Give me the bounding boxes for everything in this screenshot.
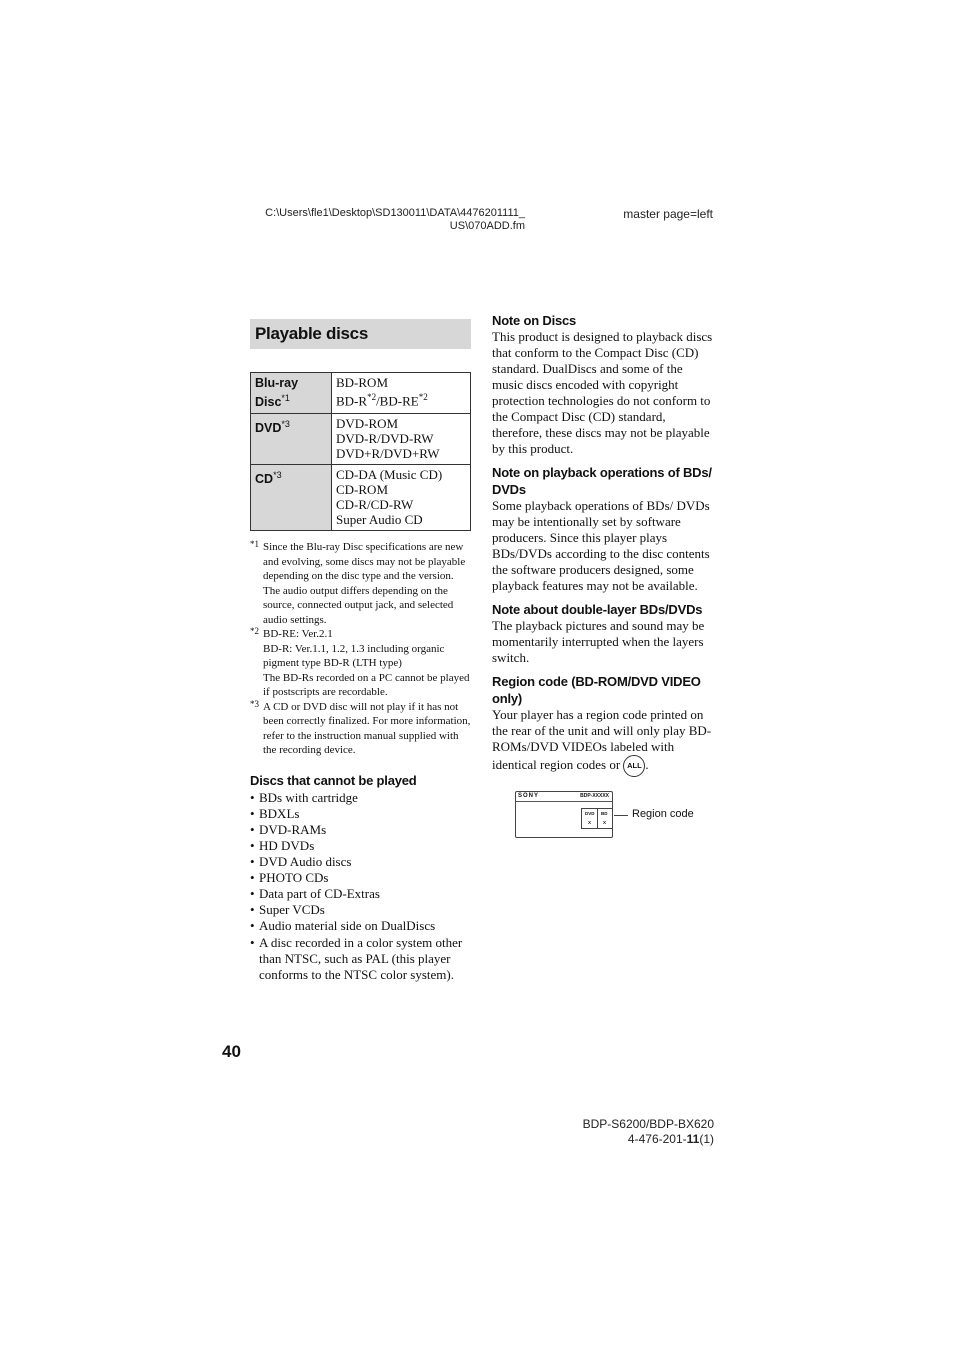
disc-formats-cell [332, 465, 471, 531]
playable-discs-table [250, 372, 471, 531]
section-title: Playable discs [250, 319, 471, 349]
list-item: • PHOTO CDs [250, 870, 471, 886]
disc-formats-cell [332, 414, 471, 465]
list-item: • BDs with cartridge [250, 790, 471, 806]
disc-format: CD-DA (Music CD) [336, 467, 443, 483]
bd-code-label: BD [601, 811, 608, 816]
cannot-play-heading: Discs that cannot be played [250, 772, 417, 788]
bd-code-value: X [603, 820, 607, 825]
footer [550, 1117, 714, 1147]
list-item: • DVD-RAMs [250, 822, 471, 838]
right-column [492, 312, 716, 843]
footnote-text: The audio output differs depending on the source, connected output jack, and selected audio settings. [263, 584, 454, 626]
footnote-mark: *2 [367, 392, 377, 402]
disc-format: $BD-R^{*2}/BD-RE^{*2}$ [336, 392, 428, 409]
footnote [250, 540, 471, 627]
list-item: • Super VCDs [250, 902, 471, 918]
document-code: 4-476-201-11(1) [627, 1132, 714, 1146]
left-column [250, 319, 471, 983]
disc-kind-cell [251, 373, 332, 414]
disc-format: Super Audio CD [336, 512, 423, 528]
footnote-text: The BD-Rs recorded on a PC cannot be played if postscripts are recordable. [263, 671, 470, 699]
disc-format: DVD+R/DVD+RW [336, 446, 440, 462]
table-row [251, 465, 471, 531]
player-rear-panel [515, 791, 613, 838]
dvd-code-value: X [588, 820, 592, 825]
region-code-box [581, 808, 613, 829]
footnote-text: Since the Blu-ray Disc specifications are new and evolving, some discs may not be playable depending on the disc type and the version. [263, 541, 466, 583]
footnote-mark: *2 [418, 392, 428, 402]
region-body: Your player has a region code printed on the rear of the unit and will only play BD-ROMs/DVD VIDEOs labeled with identical region codes or ALL . [492, 707, 716, 777]
disc-kind-cell [251, 465, 332, 531]
footnotes [250, 540, 471, 758]
region-heading: Region code (BD-ROM/DVD VIDEO only) [492, 674, 701, 706]
footnote-mark: *3 [273, 470, 282, 481]
model-line: BDP-S6200/BDP-BX620 [582, 1117, 714, 1131]
list-item: • BDXLs [250, 806, 471, 822]
note-body: This product is designed to playback discs that conform to the Compact Disc (CD) standard. DualDiscs and some of the music discs encoded with copyright protection technologies do not conform to the Compact Disc (CD) standard, therefore, these discs may not be playable by this product. [492, 329, 713, 456]
table-row [251, 373, 471, 414]
disc-format: DVD-R/DVD-RW [336, 431, 434, 447]
panel-divider [516, 801, 612, 802]
footnote-mark: *3 [281, 419, 290, 430]
model-label: BDP-XXXXX [580, 793, 609, 799]
file-path-line-1: C:\Users\fle1\Desktop\SD130011\DATA\4476201111_ [265, 207, 525, 219]
footnote-mark: *2 [250, 626, 259, 637]
note-body: The playback pictures and sound may be momentarily interrupted when the layers switch. [492, 618, 705, 665]
disc-format: BD-ROM [336, 375, 389, 390]
list-item: • Data part of CD-Extras [250, 886, 471, 902]
footnote-text: A CD or DVD disc will not play if it has not been correctly finalized. For more information, refer to the instruction manual supplied with the recording device. [263, 700, 471, 757]
disc-format: CD-ROM [336, 482, 389, 498]
file-path-line-2: US\070ADD.fm [449, 220, 525, 232]
note-heading: Note on Discs [492, 313, 577, 328]
disc-kind: Blu-ray Disc [255, 376, 299, 410]
master-page-label: master page=left [623, 207, 713, 221]
footnote [250, 627, 471, 700]
disc-format: CD-R/CD-RW [336, 497, 414, 513]
region-code-callout: Region code [632, 808, 694, 820]
list-item: • A disc recorded in a color system other than NTSC, such as PAL (this player conforms to the NTSC color system). [250, 935, 471, 983]
disc-format: DVD-ROM [336, 416, 399, 432]
region-all-icon: ALL [623, 755, 645, 777]
code-box-divider [597, 809, 598, 828]
page-number: 40 [222, 1042, 241, 1061]
file-path [250, 207, 525, 233]
list-item: • HD DVDs [250, 838, 471, 854]
footnote-text: BD-RE: Ver.2.1 [263, 628, 333, 641]
region-code-diagram [492, 791, 716, 843]
footnote-mark: *1 [281, 393, 290, 403]
brand-logo: SONY [518, 793, 540, 799]
note-heading: Note on playback operations of BDs/ DVDs [492, 465, 712, 497]
disc-kind-cell [251, 414, 332, 465]
footnote-mark: *1 [250, 539, 259, 550]
table-row [251, 414, 471, 465]
footnote-text: BD-R: Ver.1.1, 1.2, 1.3 including organic pigment type BD-R (LTH type) [263, 642, 445, 670]
disc-kind: CD [255, 472, 274, 487]
disc-formats-cell [332, 373, 471, 414]
callout-line [614, 815, 628, 816]
dvd-code-label: DVD [585, 811, 595, 816]
footnote [250, 700, 471, 758]
cannot-play-list [250, 790, 471, 983]
disc-kind: DVD [255, 421, 282, 436]
note-body: Some playback operations of BDs/ DVDs may be intentionally set by software producers. Since this player plays BDs/DVDs according to the disc contents the software producers designed, some playback features may not be available. [492, 498, 710, 593]
list-item: • Audio material side on DualDiscs [250, 918, 471, 934]
footnote-mark: *3 [250, 698, 259, 709]
note-heading: Note about double-layer BDs/DVDs [492, 602, 703, 617]
list-item: • DVD Audio discs [250, 854, 471, 870]
